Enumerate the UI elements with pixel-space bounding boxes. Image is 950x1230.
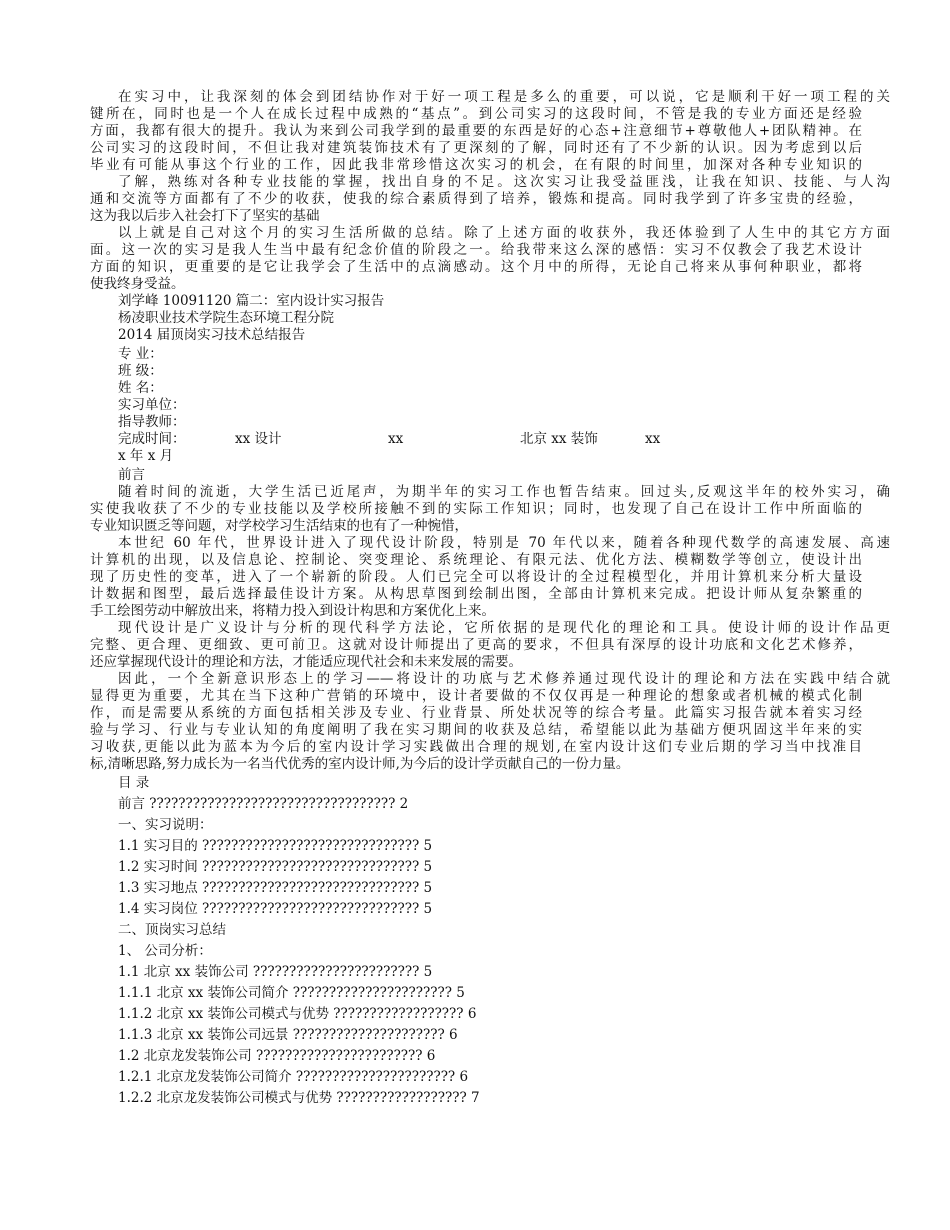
toc-entry: 一、实习说明： bbox=[118, 817, 213, 833]
field-unit-label: 实习单位： bbox=[118, 397, 186, 413]
toc-entry: 1.1.2 北京 xx 装饰公司模式与优势 ?????????????????? 6 bbox=[118, 1006, 477, 1022]
body-line: 键所在，同时也是一个人在成长过程中成熟的“基点”。到公司实习的这段时间，不管是我的专业方面还是经验 bbox=[90, 106, 862, 122]
preface-line: 还应掌握现代设计的理论和方法，才能适应现代社会和未来发展的需要。 bbox=[90, 654, 522, 670]
body-line: 方面，我都有很大的提升。我认为来到公司我学到的最重要的东西是好的心态+注意细节+尊敬他人+团队精神。在 bbox=[90, 123, 862, 139]
preface-line: 作，而是需要从系统的方面包括相关涉及专业、行业背景、所处状况等的综合考量。此篇实习报告就本着实习经 bbox=[90, 705, 862, 721]
toc-title: 目 录 bbox=[118, 775, 150, 791]
preface-line: 随着时间的流逝，大学生活已近尾声，为期半年的实习工作也暂告结束。回过头,反观这半年的校外实习，确 bbox=[118, 484, 890, 500]
field-time-date: x 年 x 月 bbox=[118, 448, 174, 464]
preface-line: 手工绘图劳动中解放出来，将精力投入到设计构思和方案优化上来。 bbox=[90, 603, 495, 619]
field-time-value-1: xx 设计 bbox=[235, 431, 282, 447]
toc-entry: 1.2 实习时间 ?????????????????????????????? 5 bbox=[118, 859, 433, 875]
field-time-value-3: 北京 xx 装饰 bbox=[520, 431, 598, 447]
field-name bbox=[118, 380, 163, 397]
field-major bbox=[118, 346, 163, 363]
preface-line: 现了历史性的变革，进入了一个崭新的阶段。人们已完全可以将设计的全过程模型化，并用计算机来分析大量设 bbox=[90, 569, 862, 585]
preface-line: 计算机的出现，以及信息论、控制论、突变理论、系统理论、有限元法、优化方法、模糊数学等创立，使设计出 bbox=[90, 552, 862, 568]
toc-entry: 前言 ?????????????????????????????????? 2 bbox=[118, 796, 409, 812]
toc-entry: 1.2 北京龙发装饰公司 ??????????????????????? 6 bbox=[118, 1048, 436, 1064]
body-line: 以上就是自己对这个月的实习生活所做的总结。除了上述方面的收获外，我还体验到了人生中的其它方方面 bbox=[118, 225, 890, 241]
field-teacher bbox=[118, 414, 186, 431]
field-time-value-2: xx bbox=[388, 431, 404, 447]
body-line: 面。这一次的实习是我人生当中最有纪念价值的阶段之一。给我带来这么深的感悟：实习不仅教会了我艺术设计 bbox=[90, 242, 862, 258]
toc-entry: 1.1 实习目的 ?????????????????????????????? 5 bbox=[118, 838, 433, 854]
preface-line: 完整、更合理、更细致、更可前卫。这就对设计师提出了更高的要求，不但具有深厚的设计功底和文化艺术修养， bbox=[90, 637, 862, 653]
toc-entry: 1.1.1 北京 xx 装饰公司简介 ?????????????????????? 5 bbox=[118, 985, 465, 1001]
field-class bbox=[118, 363, 163, 380]
field-name-label: 姓 名： bbox=[118, 380, 163, 396]
body-line: 在实习中，让我深刻的体会到团结协作对于好一项工程是多么的重要，可以说，它是顺利干好一项工程的关 bbox=[118, 89, 890, 105]
preface-line: 专业知识匮乏等问题，对学校学习生活结束的也有了一种惋惜， bbox=[90, 518, 468, 534]
toc-entry: 1.1.3 北京 xx 装饰公司远景 ????????????????????? 6 bbox=[118, 1027, 458, 1043]
field-major-label: 专 业： bbox=[118, 346, 163, 362]
preface-line: 标,清晰思路,努力成长为一名当代优秀的室内设计师,为今后的设计学贡献自己的一份力量。 bbox=[90, 756, 630, 772]
preface-title: 前言 bbox=[118, 467, 145, 483]
preface-line: 因此，一个全新意识形态上的学习——将设计的功底与艺术修养通过现代设计的理论和方法在实践中结合就 bbox=[118, 671, 890, 687]
toc-entry: 1.4 实习岗位 ?????????????????????????????? 5 bbox=[118, 901, 433, 917]
body-line: 通和交流等方面都有了不少的收获，使我的综合素质得到了培养，锻炼和提高。同时我学到了许多宝贵的经验， bbox=[90, 191, 862, 207]
body-line: 这为我以后步入社会打下了坚实的基础 bbox=[90, 208, 320, 224]
toc-entry: 1.3 实习地点 ?????????????????????????????? 5 bbox=[118, 880, 433, 896]
preface-line: 计数据和图型，最后选择最佳设计方案。从构思草图到绘制出图，全部由计算机来完成。把设计师从复杂繁重的 bbox=[90, 586, 862, 602]
toc-entry: 1.2.1 北京龙发装饰公司简介 ?????????????????????? 6 bbox=[118, 1069, 469, 1085]
toc-entry: 1.1 北京 xx 装饰公司 ??????????????????????? 5 bbox=[118, 964, 433, 980]
body-line: 使我终身受益。 bbox=[90, 276, 185, 292]
report-title: 2014 届顶岗实习技术总结报告 bbox=[118, 327, 306, 343]
preface-line: 本世纪 60 年代，世界设计进入了现代设计阶段，特别是 70 年代以来，随着各种现代数学的高速发展、高速 bbox=[118, 535, 890, 551]
school-name: 杨凌职业技术学院生态环境工程分院 bbox=[118, 310, 334, 326]
field-teacher-label: 指导教师： bbox=[118, 414, 186, 430]
preface-line: 习收获,更能以此为蓝本为今后的室内设计学习实践做出合理的规划,在室内设计这们专业后期的学习当中找准目 bbox=[90, 739, 862, 755]
preface-line: 显得更为重要，尤其在当下这种广营销的环境中，设计者要做的不仅仅再是一种理论的想象或者机械的模式化制 bbox=[90, 688, 862, 704]
toc-entry: 1.2.2 北京龙发装饰公司模式与优势 ?????????????????? 7 bbox=[118, 1090, 480, 1106]
body-line: 了解，熟练对各种专业技能的掌握，找出自身的不足。这次实习让我受益匪浅，让我在知识、技能、与人沟 bbox=[118, 174, 890, 190]
preface-line: 实使我收获了不少的专业技能以及学校所接触不到的实际工作知识；同时，也发现了自己在设计工作中所面临的 bbox=[90, 501, 862, 517]
toc-entry: 二、顶岗实习总结 bbox=[118, 922, 226, 938]
field-time-label: 完成时间： bbox=[118, 431, 186, 447]
toc-entry: 1、 公司分析： bbox=[118, 943, 212, 959]
field-time bbox=[118, 431, 738, 448]
body-line: 毕业有可能从事这个行业的工作，因此我非常珍惜这次实习的机会，在有限的时间里，加深对各种专业知识的 bbox=[90, 157, 862, 173]
preface-line: 验与学习、行业与专业认知的角度阐明了我在实习期间的收获及总结，希望能以此为基础方便巩固这半年来的实 bbox=[90, 722, 862, 738]
preface-line: 现代设计是广义设计与分析的现代科学方法论，它所依据的是现代化的理论和工具。使设计师的设计作品更 bbox=[118, 620, 890, 636]
field-class-label: 班 级： bbox=[118, 363, 163, 379]
field-unit bbox=[118, 397, 186, 414]
field-time-value-4: xx bbox=[645, 431, 661, 447]
body-line: 公司实习的这段时间，不但让我对建筑装饰技术有了更深刻的了解，同时还有了不少新的认识。因为考虑到以后 bbox=[90, 140, 862, 156]
body-line: 刘学峰 10091120 篇二：室内设计实习报告 bbox=[118, 293, 385, 309]
body-line: 方面的知识，更重要的是它让我学会了生活中的点滴感动。这个月中的所得，无论自己将来从事何种职业，都将 bbox=[90, 259, 862, 275]
